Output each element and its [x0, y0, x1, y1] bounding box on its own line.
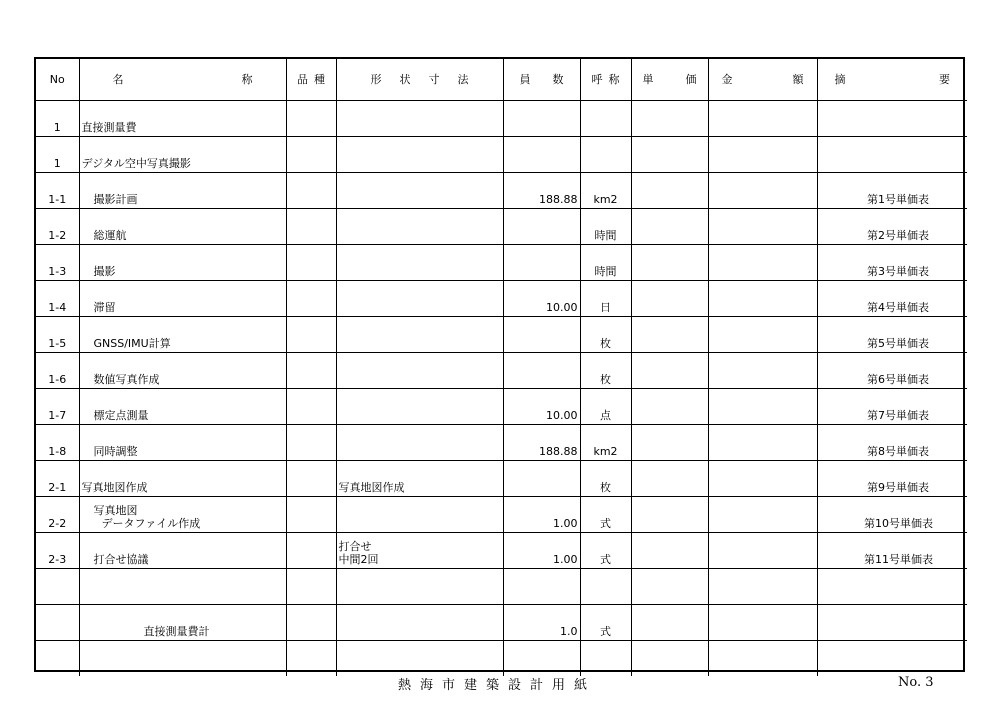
form-title: 熱海市建築設計用紙 [398, 678, 597, 693]
row-qty: 1.0 [503, 604, 580, 640]
row-name: 数値写真作成 [79, 352, 286, 388]
table-row [36, 568, 967, 604]
row-unit: 式 [580, 604, 631, 640]
row-no: 1-2 [36, 208, 79, 244]
row-note [817, 604, 967, 640]
header-qty: 員 数 [503, 59, 580, 100]
row-note: 第11号単価表 [817, 532, 967, 568]
row-amount [708, 280, 817, 316]
row-amount [708, 208, 817, 244]
row-price [631, 496, 708, 532]
row-price [631, 424, 708, 460]
row-amount [708, 136, 817, 172]
row-kind [286, 208, 336, 244]
row-name: 写真地図 データファイル作成 [79, 496, 286, 532]
table-row [36, 172, 967, 208]
row-name: 直接測量費 [79, 100, 286, 136]
row-name: デジタル空中写真撮影 [79, 136, 286, 172]
row-price [631, 208, 708, 244]
row-amount [708, 244, 817, 280]
row-amount [708, 316, 817, 352]
header-note: 摘 要 [817, 59, 967, 100]
row-unit: 点 [580, 388, 631, 424]
estimate-sheet [34, 57, 965, 672]
row-note [817, 100, 967, 136]
table-row [36, 316, 967, 352]
row-kind [286, 172, 336, 208]
row-unit: 枚 [580, 460, 631, 496]
row-unit: km2 [580, 424, 631, 460]
row-name: 撮影計画 [79, 172, 286, 208]
row-price [631, 460, 708, 496]
table-row [36, 388, 967, 424]
row-amount [708, 172, 817, 208]
row-amount [708, 532, 817, 568]
row-shape [336, 100, 503, 136]
row-amount [708, 352, 817, 388]
table-row [36, 208, 967, 244]
row-amount [708, 568, 817, 604]
table-row [36, 460, 967, 496]
header-kind: 品 種 [286, 59, 336, 100]
row-shape [336, 568, 503, 604]
row-no: 1-8 [36, 424, 79, 460]
table-row [36, 640, 967, 676]
row-no: 1-4 [36, 280, 79, 316]
row-shape [336, 136, 503, 172]
row-no: 1 [36, 100, 79, 136]
row-no: 1 [36, 136, 79, 172]
row-shape [336, 280, 503, 316]
row-unit: 枚 [580, 316, 631, 352]
row-name [79, 640, 286, 676]
header-shape: 形 状 寸 法 [336, 59, 503, 100]
row-price [631, 100, 708, 136]
row-note [817, 136, 967, 172]
row-no: 1-6 [36, 352, 79, 388]
row-price [631, 244, 708, 280]
row-shape [336, 640, 503, 676]
table-row [36, 424, 967, 460]
row-qty: 10.00 [503, 280, 580, 316]
row-qty [503, 352, 580, 388]
row-shape [336, 496, 503, 532]
row-no [36, 604, 79, 640]
row-unit [580, 100, 631, 136]
row-name: 滞留 [79, 280, 286, 316]
row-qty: 188.88 [503, 172, 580, 208]
row-kind [286, 352, 336, 388]
row-note [817, 568, 967, 604]
row-kind [286, 532, 336, 568]
row-kind [286, 280, 336, 316]
row-kind [286, 136, 336, 172]
row-kind [286, 496, 336, 532]
table-row [36, 532, 967, 568]
row-price [631, 136, 708, 172]
row-shape: 打合せ 中間2回 [336, 532, 503, 568]
row-shape [336, 424, 503, 460]
row-unit: 式 [580, 532, 631, 568]
row-kind [286, 244, 336, 280]
row-shape [336, 388, 503, 424]
row-kind [286, 100, 336, 136]
row-no: 2-3 [36, 532, 79, 568]
row-note: 第7号単価表 [817, 388, 967, 424]
row-amount [708, 604, 817, 640]
row-note: 第2号単価表 [817, 208, 967, 244]
row-qty [503, 640, 580, 676]
row-qty [503, 568, 580, 604]
row-shape [336, 208, 503, 244]
row-amount [708, 424, 817, 460]
row-no: 2-2 [36, 496, 79, 532]
row-price [631, 352, 708, 388]
row-price [631, 388, 708, 424]
row-note: 第1号単価表 [817, 172, 967, 208]
row-note: 第9号単価表 [817, 460, 967, 496]
row-amount [708, 460, 817, 496]
row-name: 総運航 [79, 208, 286, 244]
row-price [631, 604, 708, 640]
row-amount [708, 496, 817, 532]
row-shape [336, 172, 503, 208]
row-note: 第4号単価表 [817, 280, 967, 316]
table-row [36, 352, 967, 388]
header-amount: 金 額 [708, 59, 817, 100]
row-unit [580, 640, 631, 676]
row-name: 同時調整 [79, 424, 286, 460]
row-no [36, 568, 79, 604]
row-unit: 枚 [580, 352, 631, 388]
table-row [36, 604, 967, 640]
row-kind [286, 604, 336, 640]
header-name: 名 称 [79, 59, 286, 100]
row-price [631, 280, 708, 316]
row-unit: 時間 [580, 208, 631, 244]
row-qty [503, 136, 580, 172]
row-name: 写真地図作成 [79, 460, 286, 496]
row-shape [336, 604, 503, 640]
row-qty [503, 460, 580, 496]
row-price [631, 568, 708, 604]
row-shape [336, 352, 503, 388]
row-qty: 1.00 [503, 496, 580, 532]
row-amount [708, 388, 817, 424]
row-price [631, 532, 708, 568]
row-unit [580, 568, 631, 604]
row-no: 1-3 [36, 244, 79, 280]
row-kind [286, 568, 336, 604]
row-price [631, 172, 708, 208]
row-unit: 日 [580, 280, 631, 316]
row-kind [286, 460, 336, 496]
row-no [36, 640, 79, 676]
header-unit: 呼 称 [580, 59, 631, 100]
row-no: 2-1 [36, 460, 79, 496]
table-row [36, 244, 967, 280]
table-row [36, 280, 967, 316]
row-name: 標定点測量 [79, 388, 286, 424]
table-row [36, 100, 967, 136]
header-row [36, 59, 967, 100]
row-unit: 時間 [580, 244, 631, 280]
row-name: 打合せ協議 [79, 532, 286, 568]
row-note [817, 640, 967, 676]
row-kind [286, 424, 336, 460]
header-price: 単 価 [631, 59, 708, 100]
table-row [36, 496, 967, 532]
row-price [631, 316, 708, 352]
row-qty [503, 316, 580, 352]
row-qty [503, 208, 580, 244]
row-unit: 式 [580, 496, 631, 532]
table-row [36, 136, 967, 172]
row-note: 第5号単価表 [817, 316, 967, 352]
page-number: No. 3 [898, 675, 934, 690]
row-note: 第10号単価表 [817, 496, 967, 532]
estimate-table [36, 59, 967, 676]
row-name [79, 568, 286, 604]
row-no: 1-5 [36, 316, 79, 352]
row-shape [336, 316, 503, 352]
row-kind [286, 316, 336, 352]
row-qty: 1.00 [503, 532, 580, 568]
row-kind [286, 640, 336, 676]
row-qty: 188.88 [503, 424, 580, 460]
row-qty [503, 100, 580, 136]
row-name: 直接測量費計 [79, 604, 286, 640]
row-shape: 写真地図作成 [336, 460, 503, 496]
row-no: 1-7 [36, 388, 79, 424]
row-qty [503, 244, 580, 280]
row-shape [336, 244, 503, 280]
row-amount [708, 100, 817, 136]
row-amount [708, 640, 817, 676]
row-no: 1-1 [36, 172, 79, 208]
row-note: 第6号単価表 [817, 352, 967, 388]
row-price [631, 640, 708, 676]
row-qty: 10.00 [503, 388, 580, 424]
row-kind [286, 388, 336, 424]
header-no: No [36, 59, 79, 100]
row-unit [580, 136, 631, 172]
row-unit: km2 [580, 172, 631, 208]
row-name: 撮影 [79, 244, 286, 280]
row-note: 第3号単価表 [817, 244, 967, 280]
row-name: GNSS/IMU計算 [79, 316, 286, 352]
row-note: 第8号単価表 [817, 424, 967, 460]
